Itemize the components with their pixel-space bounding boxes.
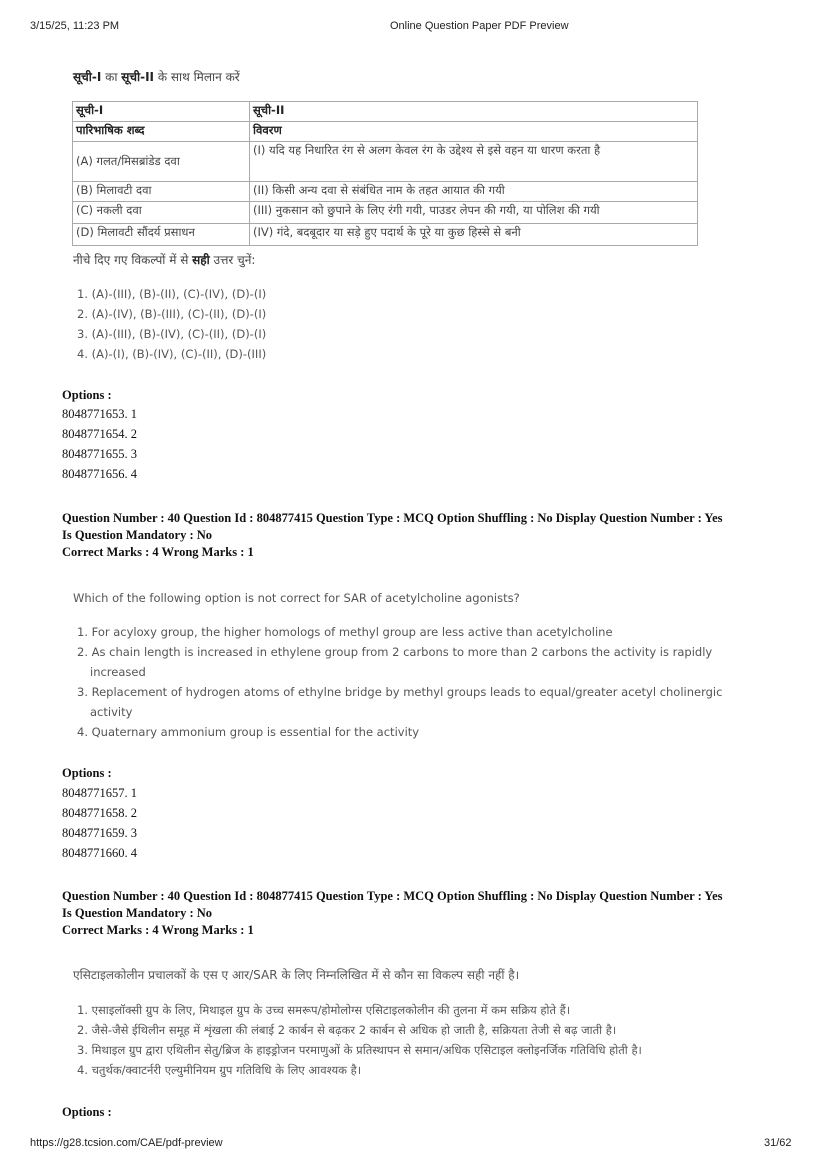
table-header: सूची-I [73, 102, 250, 122]
table-cell: (C) नकली दवा [73, 202, 250, 224]
q2-options [62, 783, 137, 863]
table-row [73, 182, 698, 202]
print-datetime: 3/15/25, 11:23 PM [30, 20, 120, 32]
list2-label: सूची-II [121, 70, 155, 84]
choice: 4. Quaternary ammonium group is essential for the activity [77, 725, 420, 739]
choice: 2. जैसे-जैसे ईथिलीन समूह में शृंखला की लंबाई 2 कार्बन से बढ़कर 2 कार्बन से अधिक हो जाती है, सक्रियता तेजी से बढ़ जाती है। [77, 1023, 617, 1037]
option-id: 8048771657. 1 [62, 786, 137, 800]
match-table [72, 101, 698, 246]
table-header: विवरण [250, 122, 698, 142]
question-marks: Correct Marks : 4 Wrong Marks : 1 [62, 923, 254, 937]
table-cell: (IV) गंदे, बदबूदार या सड़े हुए पदार्थ के पूरे या कुछ हिस्से से बनी [250, 224, 698, 246]
choice-continued: increased [90, 665, 146, 679]
choice: 1. For acyloxy group, the higher homologs of methyl group are less active than acetylcholine [77, 625, 613, 639]
choice: 1. (A)-(III), (B)-(II), (C)-(IV), (D)-(I) [77, 287, 267, 301]
choice: 2. (A)-(IV), (B)-(III), (C)-(II), (D)-(I) [77, 307, 267, 321]
question-meta: Question Number : 40 Question Id : 804877415 Question Type : MCQ Option Shuffling : No Display Question Number : Yes [62, 511, 723, 525]
q3-choices [77, 1000, 642, 1080]
option-id: 8048771654. 2 [62, 427, 137, 441]
question-text: एसिटाइलकोलीन प्रचालकों के एस ए आर/SAR के लिए निम्नलिखित में से कौन सा विकल्प सही नहीं है। [73, 968, 520, 982]
table-cell: (III) नुकसान को छुपाने के लिए रंगी गयी, पाउडर लेपन की गयी, या पोलिश की गयी [250, 202, 698, 224]
choose-instruction [73, 251, 255, 268]
question-mandatory: Is Question Mandatory : No [62, 906, 213, 920]
question-marks: Correct Marks : 4 Wrong Marks : 1 [62, 545, 254, 559]
q1-options [62, 404, 137, 484]
footer-url: https://g28.tcsion.com/CAE/pdf-preview [30, 1137, 223, 1149]
options-label: Options : [62, 1105, 112, 1119]
match-instruction [73, 68, 240, 85]
options-label: Options : [62, 388, 112, 402]
choice: 3. Replacement of hydrogen atoms of ethylne bridge by methyl groups leads to equal/greater acetyl cholinergic [77, 685, 723, 699]
choice: 4. चतुर्थक/क्वाटर्नरी एल्युमीनियम ग्रुप गतिविधि के लिए आवश्यक है। [77, 1063, 362, 1077]
page-number: 31/62 [764, 1137, 792, 1149]
instruction-bold: सही [192, 253, 210, 267]
instruction-text: का [101, 70, 122, 84]
question-text: Which of the following option is not correct for SAR of acetylcholine agonists? [73, 591, 520, 605]
q2-choices [77, 622, 722, 742]
option-id: 8048771653. 1 [62, 407, 137, 421]
choice: 2. As chain length is increased in ethylene group from 2 carbons to more than 2 carbons the activity is rapidly [77, 645, 713, 659]
choice-continued: activity [90, 705, 133, 719]
option-id: 8048771656. 4 [62, 467, 137, 481]
question-mandatory: Is Question Mandatory : No [62, 528, 213, 542]
table-cell: (I) यदि यह निधारित रंग से अलग केवल रंग के उद्देश्य से इसे वहन या धारण करता है [250, 142, 698, 182]
q2-meta [62, 510, 723, 561]
options-label: Options : [62, 766, 112, 780]
table-cell: (D) मिलावटी सौंदर्य प्रसाधन [73, 224, 250, 246]
table-row [73, 224, 698, 246]
table-cell: (B) मिलावटी दवा [73, 182, 250, 202]
choice: 3. (A)-(III), (B)-(IV), (C)-(II), (D)-(I) [77, 327, 267, 341]
table-header: सूची-II [250, 102, 698, 122]
table-cell: (A) गलत/मिसब्रांडेड दवा [73, 142, 250, 182]
option-id: 8048771658. 2 [62, 806, 137, 820]
table-row [73, 142, 698, 182]
choice: 1. एसाइलॉक्सी ग्रुप के लिए, मिथाइल ग्रुप के उच्च समरूप/होमोलोग्स एसिटाइलकोलीन की तुलना में कम सक्रिय होते हैं। [77, 1003, 571, 1017]
question-meta: Question Number : 40 Question Id : 804877415 Question Type : MCQ Option Shuffling : No Display Question Number : Yes [62, 889, 723, 903]
choice: 4. (A)-(I), (B)-(IV), (C)-(II), (D)-(III) [77, 347, 267, 361]
option-id: 8048771659. 3 [62, 826, 137, 840]
option-id: 8048771660. 4 [62, 846, 137, 860]
instruction-text: के साथ मिलान करें [154, 70, 240, 84]
instruction-text: उत्तर चुनें: [209, 253, 256, 267]
choice: 3. मिथाइल ग्रुप द्वारा एथिलीन सेतु/ब्रिज के हाइड्रोजन परमाणुओं के प्रतिस्थापन से समान/अधिक एसिटाइल क्लोइनर्जिक गतिविधि होती है। [77, 1043, 642, 1057]
table-header: पारिभाषिक शब्द [73, 122, 250, 142]
list1-label: सूची-I [73, 70, 102, 84]
option-id: 8048771655. 3 [62, 447, 137, 461]
instruction-text: नीचे दिए गए विकल्पों में से [73, 253, 193, 267]
table-cell: (II) किसी अन्य दवा से संबंधित नाम के तहत आयात की गयी [250, 182, 698, 202]
q1-choices [77, 284, 266, 364]
table-row [73, 202, 698, 224]
q3-meta [62, 888, 723, 939]
print-title: Online Question Paper PDF Preview [390, 20, 569, 32]
